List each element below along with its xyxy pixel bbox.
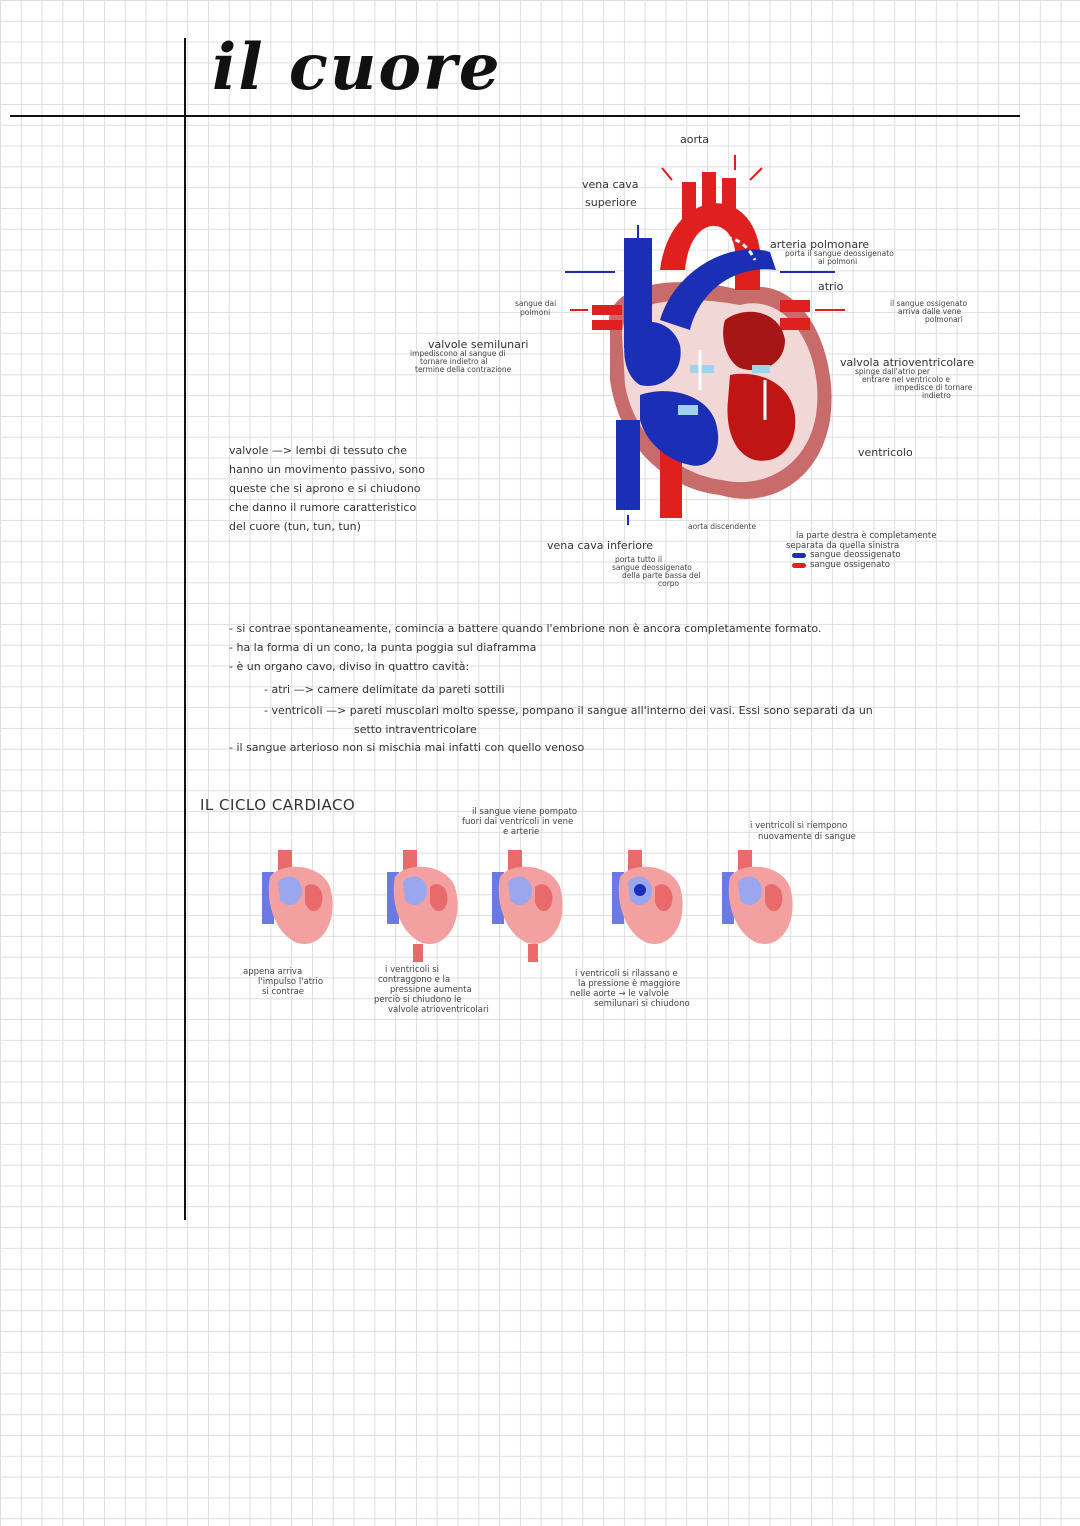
vena-cava-inferiore <box>616 420 640 510</box>
ciclo-bottom-4-2: la pressione è maggiore <box>578 979 681 989</box>
ciclo-heart-3 <box>492 850 563 962</box>
ciclo-bottom-4-3: nelle aorte → le valvole <box>570 989 669 999</box>
note-valvole-semilunari-1: impediscono al sangue di <box>410 349 506 358</box>
aorta-branch-1 <box>682 182 696 227</box>
valvole-note: valvole —> lembi di tessuto che hanno un movimento passivo, sono queste che si aprono e si chiudono che danno il rumore caratteristico del cuore (tun, tun, tun) <box>229 441 425 536</box>
bullet-3: - è un organo cavo, diviso in quattro cavità: <box>229 660 470 673</box>
ciclo-bottom-2-1: i ventricoli si <box>385 965 439 975</box>
ciclo-top-5-1: i ventricoli si riempono <box>750 821 848 831</box>
note-atrio-1: il sangue ossigenato <box>890 299 968 308</box>
note-septum-1: la parte destra è completamente <box>796 531 937 541</box>
valvola-light-3 <box>752 365 770 373</box>
bullet-3b: - ventricoli —> pareti muscolari molto spesse, pompano il sangue all'interno dei vasi. Essi sono separati da un <box>264 704 873 717</box>
ciclo-bottom-2-5: valvole atrioventricolari <box>388 1005 489 1015</box>
label-valvole-semilunari: valvole semilunari <box>428 338 529 351</box>
label-aorta-discendente: aorta discendente <box>688 522 757 531</box>
atri-def: camere delimitate da pareti sottili <box>317 683 505 696</box>
ciclo-bottom-1-2: l'impulso l'atrio <box>258 977 324 987</box>
vene-polmonari-right-1 <box>780 300 810 312</box>
label-vena-cava-inferiore: vena cava inferiore <box>547 539 654 552</box>
vene-polmonari-right-2 <box>780 318 810 330</box>
bullet-3b-cont: setto intraventricolare <box>354 723 477 736</box>
label-vena-cava-superiore-2: superiore <box>585 196 637 209</box>
vene-polmonari-left-1 <box>592 305 622 315</box>
ciclo-bottom-2-2: contraggono e la <box>378 975 451 985</box>
margin-rule <box>184 38 186 1220</box>
ciclo-bottom-4-4: semilunari si chiudono <box>594 999 690 1009</box>
legend-swatch-blue <box>792 553 806 558</box>
legend-blue: sangue deossigenato <box>810 550 901 560</box>
valvole-line-2: hanno un movimento passivo, sono <box>229 463 425 476</box>
vene-polmonari-left-2 <box>592 320 622 330</box>
aorta-branch-2 <box>702 172 716 212</box>
note-arteria-polmonare-2: ai polmoni <box>818 257 858 266</box>
ciclo-bottom-2-3: pressione aumenta <box>390 985 472 995</box>
bullet-2: - ha la forma di un cono, la punta poggia sul diaframma <box>229 641 537 654</box>
note-valvole-semilunari-2: tornare indietro al <box>420 357 488 366</box>
note-arteria-polmonare-1: porta il sangue deossigenato <box>785 249 894 258</box>
note-valvola-atrio-3: impedisce di tornare <box>895 383 973 392</box>
valvole-word: valvole <box>229 444 269 457</box>
label-arteria-polmonare: arteria polmonare <box>770 238 870 251</box>
bullet-4: - il sangue arterioso non si mischia mai infatti con quello venoso <box>229 741 585 754</box>
ciclo-heart-4 <box>612 850 683 944</box>
label-ventricolo: ventricolo <box>858 446 913 459</box>
legend-swatch-red <box>792 563 806 568</box>
legend-red: sangue ossigenato <box>810 560 890 570</box>
ciclo-bottom-1-3: si contrae <box>262 987 305 997</box>
arrow-aorta-up-2 <box>662 168 672 180</box>
aorta-branch-3 <box>722 178 736 220</box>
label-atrio: atrio <box>818 280 844 293</box>
ciclo-heart-1 <box>262 850 333 944</box>
label-sangue-dai-polmoni-1: sangue dai <box>515 299 557 308</box>
header-rule <box>10 115 1020 117</box>
ciclo-top-2-2: fuori dai ventricoli in vene <box>462 817 574 827</box>
valvole-def: lembi di tessuto che <box>295 444 408 457</box>
valvola-light-1 <box>690 365 714 373</box>
note-vci-2: sangue deossigenato <box>612 563 692 572</box>
label-aorta: aorta <box>680 133 710 146</box>
note-septum-2: separata da quella sinistra <box>786 541 900 551</box>
ciclo-hearts <box>250 842 810 967</box>
bullet-3a: - atri —> camere delimitate da pareti sottili <box>264 683 505 696</box>
ventricoli-def: pareti muscolari molto spesse, pompano il sangue all'interno dei vasi. Essi sono separati da un <box>349 704 873 717</box>
valvole-line-3: queste che si aprono e si chiudono <box>229 482 421 495</box>
page-title: il cuore <box>212 30 502 105</box>
bullet-1: - si contrae spontaneamente, comincia a battere quando l'embrione non è ancora completamente formato. <box>229 622 822 635</box>
note-valvola-atrio-1: spinge dall'atrio per <box>855 367 930 376</box>
ciclo-bottom-2-4: perciò si chiudono le <box>374 995 462 1005</box>
note-vci-3: della parte bassa del <box>622 571 701 580</box>
label-sangue-dai-polmoni-2: polmoni <box>520 308 551 317</box>
label-vena-cava-superiore-1: vena cava <box>582 178 639 191</box>
label-valvola-atrioventricolare: valvola atrioventricolare <box>840 356 974 369</box>
ciclo-bottom-4-1: i ventricoli si rilassano e <box>575 969 678 979</box>
valvola-light-2 <box>678 405 698 415</box>
note-atrio-2: arriva dalle vene <box>898 307 962 316</box>
note-valvola-atrio-4: indietro <box>922 391 951 400</box>
ventricoli-word: - ventricoli <box>264 704 323 717</box>
note-vci-4: corpo <box>658 579 680 588</box>
ciclo-heart-5 <box>722 850 793 944</box>
valvole-line-5: del cuore (tun, tun, tun) <box>229 520 361 533</box>
ciclo-bottom-1-1: appena arriva <box>243 967 303 977</box>
ciclo-title: IL CICLO CARDIACO <box>200 796 356 814</box>
note-vci-1: porta tutto il <box>615 555 663 564</box>
arrow-aorta-up-3 <box>750 168 762 180</box>
note-valvola-atrio-2: entrare nel ventricolo e <box>862 375 951 384</box>
note-atrio-3: polmonari <box>925 315 963 324</box>
atri-word: - atri <box>264 683 291 696</box>
valvole-line-4: che danno il rumore caratteristico <box>229 501 417 514</box>
ciclo-top-2-3: e arterie <box>503 827 540 837</box>
ciclo-heart-2 <box>387 850 458 962</box>
ciclo-top-2-1: il sangue viene pompato <box>472 807 578 817</box>
ciclo-top-5-2: nuovamente di sangue <box>758 832 856 842</box>
note-valvole-semilunari-3: termine della contrazione <box>415 365 512 374</box>
